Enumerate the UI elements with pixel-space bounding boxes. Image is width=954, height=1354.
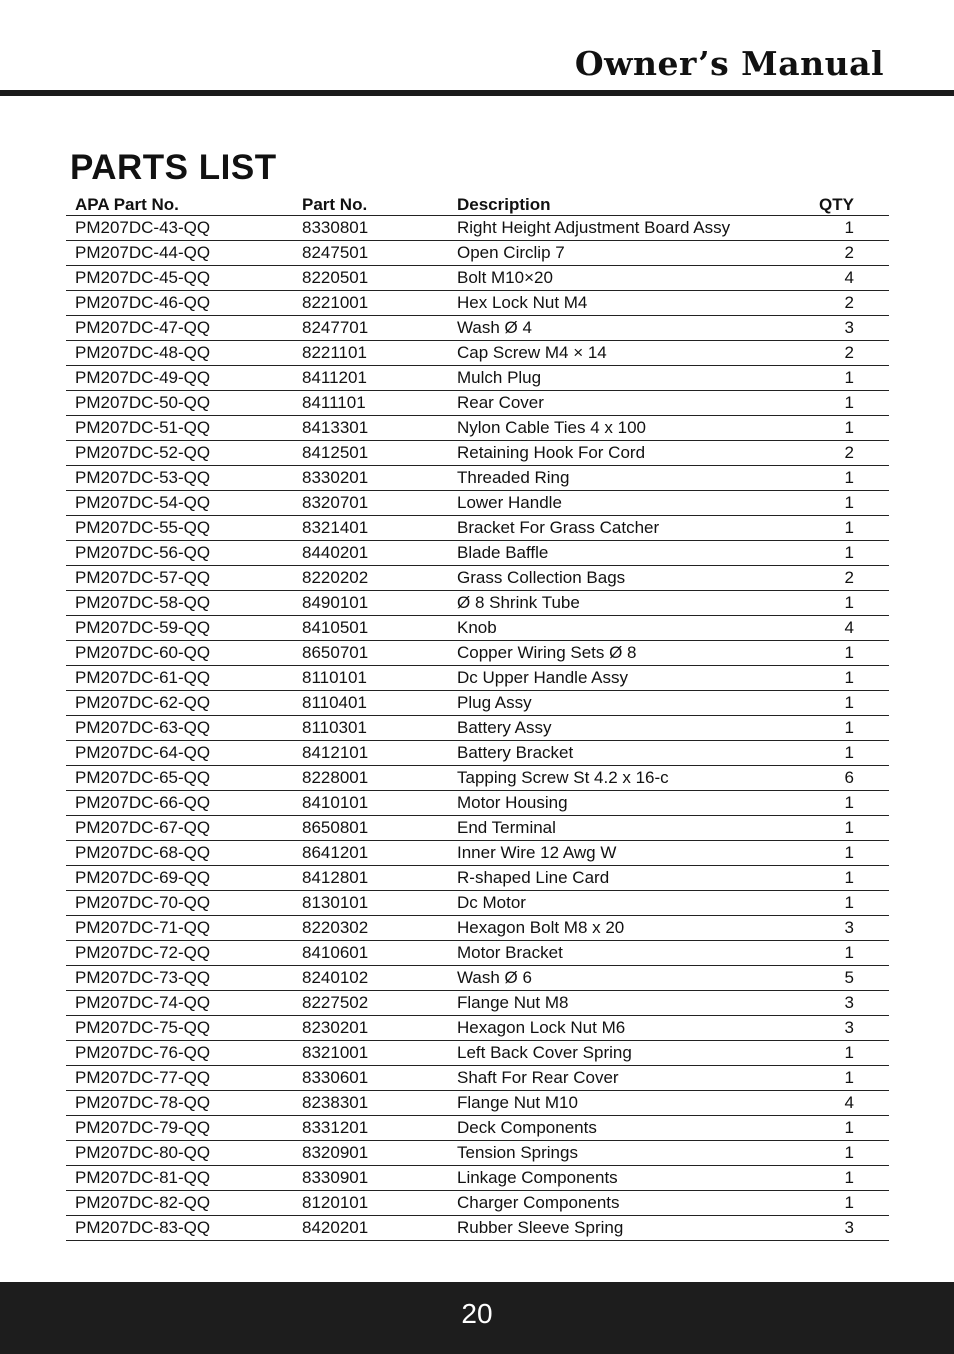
qty-cell: 1 bbox=[749, 816, 889, 841]
description-cell: Wash Ø 4 bbox=[448, 316, 749, 341]
table-row bbox=[66, 716, 889, 741]
apa-part-no-cell: PM207DC-72-QQ bbox=[66, 941, 293, 966]
table-row bbox=[66, 466, 889, 491]
apa-part-no-cell: PM207DC-54-QQ bbox=[66, 491, 293, 516]
apa-part-no-cell: PM207DC-45-QQ bbox=[66, 266, 293, 291]
part-no-cell: 8440201 bbox=[293, 541, 448, 566]
qty-cell: 5 bbox=[749, 966, 889, 991]
parts-table-body bbox=[66, 216, 889, 1241]
description-cell: Dc Motor bbox=[448, 891, 749, 916]
qty-cell: 2 bbox=[749, 441, 889, 466]
description-cell: R-shaped Line Card bbox=[448, 866, 749, 891]
table-row bbox=[66, 866, 889, 891]
qty-cell: 1 bbox=[749, 691, 889, 716]
column-header-apa-part-no: APA Part No. bbox=[66, 193, 293, 216]
part-no-cell: 8410601 bbox=[293, 941, 448, 966]
description-cell: Motor Bracket bbox=[448, 941, 749, 966]
apa-part-no-cell: PM207DC-58-QQ bbox=[66, 591, 293, 616]
part-no-cell: 8412501 bbox=[293, 441, 448, 466]
description-cell: Mulch Plug bbox=[448, 366, 749, 391]
apa-part-no-cell: PM207DC-57-QQ bbox=[66, 566, 293, 591]
column-header-qty: QTY bbox=[749, 193, 889, 216]
table-row bbox=[66, 516, 889, 541]
description-cell: Charger Components bbox=[448, 1191, 749, 1216]
qty-cell: 1 bbox=[749, 1116, 889, 1141]
part-no-cell: 8410501 bbox=[293, 616, 448, 641]
table-row bbox=[66, 241, 889, 266]
part-no-cell: 8331201 bbox=[293, 1116, 448, 1141]
description-cell: Linkage Components bbox=[448, 1166, 749, 1191]
part-no-cell: 8330201 bbox=[293, 466, 448, 491]
table-row bbox=[66, 591, 889, 616]
part-no-cell: 8420201 bbox=[293, 1216, 448, 1241]
apa-part-no-cell: PM207DC-51-QQ bbox=[66, 416, 293, 441]
parts-table bbox=[66, 193, 889, 1241]
qty-cell: 4 bbox=[749, 266, 889, 291]
part-no-cell: 8220501 bbox=[293, 266, 448, 291]
apa-part-no-cell: PM207DC-52-QQ bbox=[66, 441, 293, 466]
table-row bbox=[66, 666, 889, 691]
apa-part-no-cell: PM207DC-74-QQ bbox=[66, 991, 293, 1016]
table-row bbox=[66, 566, 889, 591]
apa-part-no-cell: PM207DC-80-QQ bbox=[66, 1141, 293, 1166]
part-no-cell: 8330601 bbox=[293, 1066, 448, 1091]
description-cell: Battery Bracket bbox=[448, 741, 749, 766]
header-divider bbox=[0, 90, 954, 96]
apa-part-no-cell: PM207DC-56-QQ bbox=[66, 541, 293, 566]
apa-part-no-cell: PM207DC-73-QQ bbox=[66, 966, 293, 991]
part-no-cell: 8220202 bbox=[293, 566, 448, 591]
part-no-cell: 8228001 bbox=[293, 766, 448, 791]
table-row bbox=[66, 766, 889, 791]
apa-part-no-cell: PM207DC-67-QQ bbox=[66, 816, 293, 841]
part-no-cell: 8650701 bbox=[293, 641, 448, 666]
apa-part-no-cell: PM207DC-76-QQ bbox=[66, 1041, 293, 1066]
qty-cell: 1 bbox=[749, 716, 889, 741]
qty-cell: 1 bbox=[749, 491, 889, 516]
qty-cell: 1 bbox=[749, 1041, 889, 1066]
qty-cell: 6 bbox=[749, 766, 889, 791]
description-cell: Ø 8 Shrink Tube bbox=[448, 591, 749, 616]
qty-cell: 3 bbox=[749, 991, 889, 1016]
description-cell: End Terminal bbox=[448, 816, 749, 841]
apa-part-no-cell: PM207DC-47-QQ bbox=[66, 316, 293, 341]
description-cell: Open Circlip 7 bbox=[448, 241, 749, 266]
qty-cell: 1 bbox=[749, 1066, 889, 1091]
part-no-cell: 8230201 bbox=[293, 1016, 448, 1041]
table-row bbox=[66, 816, 889, 841]
part-no-cell: 8410101 bbox=[293, 791, 448, 816]
table-row bbox=[66, 366, 889, 391]
apa-part-no-cell: PM207DC-44-QQ bbox=[66, 241, 293, 266]
description-cell: Right Height Adjustment Board Assy bbox=[448, 216, 749, 241]
table-row bbox=[66, 841, 889, 866]
table-row bbox=[66, 741, 889, 766]
part-no-cell: 8130101 bbox=[293, 891, 448, 916]
qty-cell: 1 bbox=[749, 1166, 889, 1191]
description-cell: Tension Springs bbox=[448, 1141, 749, 1166]
table-row bbox=[66, 441, 889, 466]
qty-cell: 3 bbox=[749, 1016, 889, 1041]
manual-title: Owner’s Manual bbox=[574, 44, 884, 83]
table-row bbox=[66, 1041, 889, 1066]
description-cell: Lower Handle bbox=[448, 491, 749, 516]
description-cell: Cap Screw M4 × 14 bbox=[448, 341, 749, 366]
qty-cell: 3 bbox=[749, 1216, 889, 1241]
qty-cell: 4 bbox=[749, 616, 889, 641]
description-cell: Bolt M10×20 bbox=[448, 266, 749, 291]
part-no-cell: 8221101 bbox=[293, 341, 448, 366]
table-row bbox=[66, 416, 889, 441]
apa-part-no-cell: PM207DC-83-QQ bbox=[66, 1216, 293, 1241]
description-cell: Rubber Sleeve Spring bbox=[448, 1216, 749, 1241]
section-title: PARTS LIST bbox=[70, 148, 277, 187]
description-cell: Flange Nut M10 bbox=[448, 1091, 749, 1116]
apa-part-no-cell: PM207DC-46-QQ bbox=[66, 291, 293, 316]
apa-part-no-cell: PM207DC-70-QQ bbox=[66, 891, 293, 916]
table-row bbox=[66, 941, 889, 966]
table-row bbox=[66, 966, 889, 991]
description-cell: Copper Wiring Sets Ø 8 bbox=[448, 641, 749, 666]
table-row bbox=[66, 691, 889, 716]
qty-cell: 2 bbox=[749, 291, 889, 316]
apa-part-no-cell: PM207DC-60-QQ bbox=[66, 641, 293, 666]
apa-part-no-cell: PM207DC-65-QQ bbox=[66, 766, 293, 791]
apa-part-no-cell: PM207DC-43-QQ bbox=[66, 216, 293, 241]
part-no-cell: 8110101 bbox=[293, 666, 448, 691]
apa-part-no-cell: PM207DC-59-QQ bbox=[66, 616, 293, 641]
column-header-description: Description bbox=[448, 193, 749, 216]
part-no-cell: 8330901 bbox=[293, 1166, 448, 1191]
table-row bbox=[66, 616, 889, 641]
qty-cell: 1 bbox=[749, 516, 889, 541]
qty-cell: 1 bbox=[749, 666, 889, 691]
qty-cell: 3 bbox=[749, 916, 889, 941]
table-row bbox=[66, 266, 889, 291]
apa-part-no-cell: PM207DC-78-QQ bbox=[66, 1091, 293, 1116]
apa-part-no-cell: PM207DC-79-QQ bbox=[66, 1116, 293, 1141]
table-row bbox=[66, 341, 889, 366]
apa-part-no-cell: PM207DC-61-QQ bbox=[66, 666, 293, 691]
table-row bbox=[66, 316, 889, 341]
description-cell: Battery Assy bbox=[448, 716, 749, 741]
part-no-cell: 8411201 bbox=[293, 366, 448, 391]
part-no-cell: 8227502 bbox=[293, 991, 448, 1016]
part-no-cell: 8321001 bbox=[293, 1041, 448, 1066]
part-no-cell: 8411101 bbox=[293, 391, 448, 416]
apa-part-no-cell: PM207DC-64-QQ bbox=[66, 741, 293, 766]
table-row bbox=[66, 391, 889, 416]
part-no-cell: 8641201 bbox=[293, 841, 448, 866]
description-cell: Hexagon Lock Nut M6 bbox=[448, 1016, 749, 1041]
apa-part-no-cell: PM207DC-81-QQ bbox=[66, 1166, 293, 1191]
part-no-cell: 8490101 bbox=[293, 591, 448, 616]
description-cell: Inner Wire 12 Awg W bbox=[448, 841, 749, 866]
table-row bbox=[66, 1116, 889, 1141]
part-no-cell: 8247701 bbox=[293, 316, 448, 341]
part-no-cell: 8330801 bbox=[293, 216, 448, 241]
qty-cell: 1 bbox=[749, 641, 889, 666]
qty-cell: 3 bbox=[749, 316, 889, 341]
apa-part-no-cell: PM207DC-62-QQ bbox=[66, 691, 293, 716]
qty-cell: 1 bbox=[749, 841, 889, 866]
table-row bbox=[66, 1016, 889, 1041]
qty-cell: 1 bbox=[749, 1191, 889, 1216]
column-header-part-no: Part No. bbox=[293, 193, 448, 216]
table-row bbox=[66, 541, 889, 566]
part-no-cell: 8321401 bbox=[293, 516, 448, 541]
qty-cell: 1 bbox=[749, 791, 889, 816]
table-row bbox=[66, 216, 889, 241]
description-cell: Hex Lock Nut M4 bbox=[448, 291, 749, 316]
part-no-cell: 8247501 bbox=[293, 241, 448, 266]
apa-part-no-cell: PM207DC-66-QQ bbox=[66, 791, 293, 816]
apa-part-no-cell: PM207DC-71-QQ bbox=[66, 916, 293, 941]
description-cell: Wash Ø 6 bbox=[448, 966, 749, 991]
description-cell: Knob bbox=[448, 616, 749, 641]
description-cell: Tapping Screw St 4.2 x 16-c bbox=[448, 766, 749, 791]
table-row bbox=[66, 641, 889, 666]
apa-part-no-cell: PM207DC-49-QQ bbox=[66, 366, 293, 391]
qty-cell: 1 bbox=[749, 941, 889, 966]
description-cell: Shaft For Rear Cover bbox=[448, 1066, 749, 1091]
description-cell: Motor Housing bbox=[448, 791, 749, 816]
apa-part-no-cell: PM207DC-69-QQ bbox=[66, 866, 293, 891]
apa-part-no-cell: PM207DC-63-QQ bbox=[66, 716, 293, 741]
table-row bbox=[66, 1216, 889, 1241]
description-cell: Retaining Hook For Cord bbox=[448, 441, 749, 466]
qty-cell: 1 bbox=[749, 891, 889, 916]
qty-cell: 1 bbox=[749, 416, 889, 441]
description-cell: Plug Assy bbox=[448, 691, 749, 716]
description-cell: Deck Components bbox=[448, 1116, 749, 1141]
part-no-cell: 8650801 bbox=[293, 816, 448, 841]
part-no-cell: 8110301 bbox=[293, 716, 448, 741]
table-row bbox=[66, 491, 889, 516]
qty-cell: 4 bbox=[749, 1091, 889, 1116]
table-header-row bbox=[66, 193, 889, 216]
description-cell: Threaded Ring bbox=[448, 466, 749, 491]
apa-part-no-cell: PM207DC-55-QQ bbox=[66, 516, 293, 541]
qty-cell: 2 bbox=[749, 341, 889, 366]
part-no-cell: 8413301 bbox=[293, 416, 448, 441]
description-cell: Left Back Cover Spring bbox=[448, 1041, 749, 1066]
table-row bbox=[66, 291, 889, 316]
part-no-cell: 8412801 bbox=[293, 866, 448, 891]
apa-part-no-cell: PM207DC-53-QQ bbox=[66, 466, 293, 491]
qty-cell: 1 bbox=[749, 216, 889, 241]
qty-cell: 1 bbox=[749, 866, 889, 891]
table-row bbox=[66, 1091, 889, 1116]
table-row bbox=[66, 891, 889, 916]
description-cell: Blade Baffle bbox=[448, 541, 749, 566]
description-cell: Grass Collection Bags bbox=[448, 566, 749, 591]
apa-part-no-cell: PM207DC-48-QQ bbox=[66, 341, 293, 366]
part-no-cell: 8412101 bbox=[293, 741, 448, 766]
part-no-cell: 8320701 bbox=[293, 491, 448, 516]
part-no-cell: 8320901 bbox=[293, 1141, 448, 1166]
description-cell: Rear Cover bbox=[448, 391, 749, 416]
description-cell: Hexagon Bolt M8 x 20 bbox=[448, 916, 749, 941]
qty-cell: 1 bbox=[749, 741, 889, 766]
part-no-cell: 8221001 bbox=[293, 291, 448, 316]
table-row bbox=[66, 791, 889, 816]
part-no-cell: 8220302 bbox=[293, 916, 448, 941]
part-no-cell: 8240102 bbox=[293, 966, 448, 991]
part-no-cell: 8120101 bbox=[293, 1191, 448, 1216]
qty-cell: 1 bbox=[749, 591, 889, 616]
description-cell: Nylon Cable Ties 4 x 100 bbox=[448, 416, 749, 441]
qty-cell: 1 bbox=[749, 541, 889, 566]
table-row bbox=[66, 1141, 889, 1166]
description-cell: Bracket For Grass Catcher bbox=[448, 516, 749, 541]
apa-part-no-cell: PM207DC-77-QQ bbox=[66, 1066, 293, 1091]
table-row bbox=[66, 916, 889, 941]
apa-part-no-cell: PM207DC-75-QQ bbox=[66, 1016, 293, 1041]
qty-cell: 2 bbox=[749, 566, 889, 591]
page-number: 20 bbox=[461, 1298, 493, 1329]
table-row bbox=[66, 1166, 889, 1191]
table-row bbox=[66, 1191, 889, 1216]
apa-part-no-cell: PM207DC-82-QQ bbox=[66, 1191, 293, 1216]
apa-part-no-cell: PM207DC-68-QQ bbox=[66, 841, 293, 866]
description-cell: Flange Nut M8 bbox=[448, 991, 749, 1016]
qty-cell: 1 bbox=[749, 366, 889, 391]
description-cell: Dc Upper Handle Assy bbox=[448, 666, 749, 691]
apa-part-no-cell: PM207DC-50-QQ bbox=[66, 391, 293, 416]
table-row bbox=[66, 1066, 889, 1091]
qty-cell: 2 bbox=[749, 241, 889, 266]
part-no-cell: 8110401 bbox=[293, 691, 448, 716]
qty-cell: 1 bbox=[749, 466, 889, 491]
qty-cell: 1 bbox=[749, 391, 889, 416]
qty-cell: 1 bbox=[749, 1141, 889, 1166]
part-no-cell: 8238301 bbox=[293, 1091, 448, 1116]
table-row bbox=[66, 991, 889, 1016]
